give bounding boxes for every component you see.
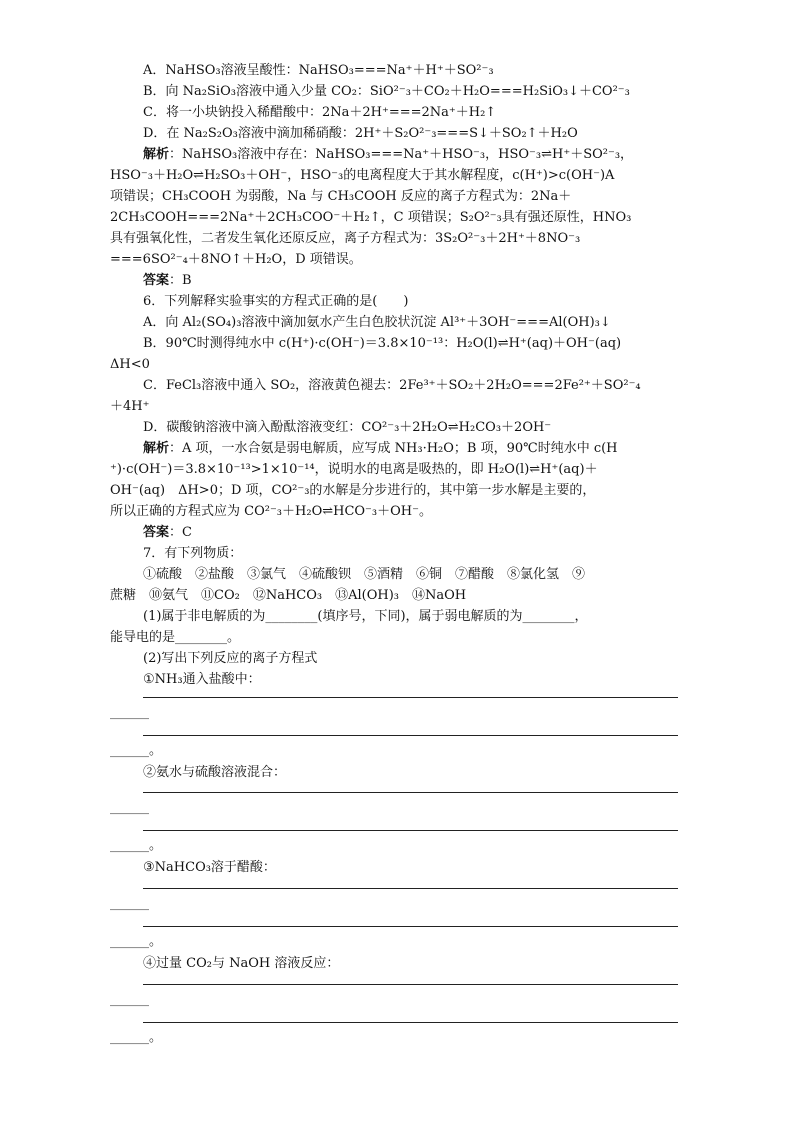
answer-line: [143, 272, 192, 290]
answer-blank[interactable]: ______。: [110, 838, 163, 853]
analysis-label: 解析: [143, 147, 170, 162]
sub-question-1-cont: 能导电的是________。: [110, 630, 241, 645]
reaction-prompt-2: ②氨水与硫酸溶液混合：: [143, 765, 287, 780]
option-a: A．NaHSO₃溶液呈酸性：NaHSO₃===Na⁺＋H⁺＋SO²⁻₃: [143, 63, 494, 78]
analysis-line: 2CH₃COOH===2Na⁺＋2CH₃COO⁻＋H₂↑，C 项错误；S₂O²⁻₃具有强还原性，HNO₃: [110, 210, 632, 225]
answer-value: ：C: [169, 525, 192, 540]
answer-blank[interactable]: ______: [110, 992, 149, 1007]
sub-question-2: (2)写出下列反应的离子方程式: [143, 651, 318, 666]
answer-label: 答案: [143, 525, 170, 540]
answer-blank[interactable]: ______。: [110, 934, 163, 949]
answer-line-rule[interactable]: [143, 830, 678, 831]
analysis-line: [143, 440, 618, 458]
analysis-line: 所以正确的方程式应为 CO²⁻₃＋H₂O⇌HCO⁻₃＋OH⁻。: [110, 504, 432, 519]
analysis-line: ⁺)·c(OH⁻)＝3.8×10⁻¹³>1×10⁻¹⁴，说明水的电离是吸热的，即 H₂O(l)⇌H⁺(aq)＋: [110, 462, 598, 477]
answer-line-rule[interactable]: [143, 926, 678, 927]
reaction-prompt-4: ④过量 CO₂与 NaOH 溶液反应：: [143, 956, 340, 971]
substance-list: ①硫酸 ②盐酸 ③氯气 ④硫酸钡 ⑤酒精 ⑥铜 ⑦醋酸 ⑧氯化氢 ⑨: [143, 567, 586, 582]
answer-blank[interactable]: ______。: [110, 743, 163, 758]
answer-line-rule[interactable]: [143, 984, 678, 985]
analysis-label: 解析: [143, 441, 170, 456]
analysis-line: HSO⁻₃＋H₂O⇌H₂SO₃＋OH⁻，HSO⁻₃的电离程度大于其水解程度，c(H⁺)>c(OH⁻)A: [110, 168, 615, 183]
analysis-text: ：NaHSO₃溶液中存在：NaHSO₃===Na⁺＋HSO⁻₃，HSO⁻₃⇌H⁺＋SO²⁻₃，: [169, 147, 634, 162]
question-7-stem: 7．有下列物质：: [143, 546, 243, 561]
answer-line: [143, 524, 192, 542]
option-c: C．将一小块钠投入稀醋酸中：2Na＋2H⁺===2Na⁺＋H₂↑: [143, 105, 497, 120]
option-d: D．碳酸钠溶液中滴入酚酞溶液变红：CO²⁻₃＋2H₂O⇌H₂CO₃＋2OH⁻: [143, 420, 552, 435]
answer-line-rule[interactable]: [143, 697, 678, 698]
analysis-line: 项错误；CH₃COOH 为弱酸，Na 与 CH₃COOH 反应的离子方程式为：2Na＋: [110, 189, 572, 204]
answer-blank[interactable]: ______: [110, 896, 149, 911]
analysis-line: ===6SO²⁻₄＋8NO↑＋H₂O，D 项错误。: [110, 252, 362, 267]
option-b: B．向 Na₂SiO₃溶液中通入少量 CO₂：SiO²⁻₃＋CO₂＋H₂O===H₂SiO₃↓＋CO²⁻₃: [143, 84, 630, 99]
analysis-line: OH⁻(aq) ΔH>0；D 项，CO²⁻₃的水解是分步进行的，其中第一步水解是主要的，: [110, 483, 596, 498]
answer-blank[interactable]: ______: [110, 705, 149, 720]
option-a: A．向 Al₂(SO₄)₃溶液中滴加氨水产生白色胶状沉淀 Al³⁺＋3OH⁻===Al(OH)₃↓: [143, 315, 611, 330]
reaction-prompt-3: ③NaHCO₃溶于醋酸：: [143, 860, 276, 875]
answer-blank[interactable]: ______: [110, 800, 149, 815]
sub-question-1: (1)属于非电解质的为________(填序号，下同)，属于弱电解质的为________，: [143, 609, 588, 624]
substance-list: 蔗糖 ⑩氨气 ⑪CO₂ ⑫NaHCO₃ ⑬Al(OH)₃ ⑭NaOH: [110, 588, 467, 603]
reaction-prompt-1: ①NH₃通入盐酸中：: [143, 672, 261, 687]
option-b-cont: ΔH<0: [110, 357, 150, 372]
answer-line-rule[interactable]: [143, 888, 678, 889]
answer-blank[interactable]: ______。: [110, 1030, 163, 1045]
answer-line-rule[interactable]: [143, 735, 678, 736]
option-c-cont: ＋4H⁺: [110, 399, 150, 414]
answer-line-rule[interactable]: [143, 1022, 678, 1023]
option-d: D．在 Na₂S₂O₃溶液中滴加稀硝酸：2H⁺＋S₂O²⁻₃===S↓＋SO₂↑＋H₂O: [143, 126, 578, 141]
option-c: C．FeCl₃溶液中通入 SO₂，溶液黄色褪去：2Fe³⁺＋SO₂＋2H₂O===2Fe²⁺＋SO²⁻₄: [143, 378, 641, 393]
option-b: B．90℃时测得纯水中 c(H⁺)·c(OH⁻)＝3.8×10⁻¹³：H₂O(l)⇌H⁺(aq)＋OH⁻(aq): [143, 336, 622, 351]
answer-label: 答案: [143, 273, 170, 288]
question-6-stem: 6．下列解释实验事实的方程式正确的是( ): [143, 294, 409, 309]
analysis-line: [143, 146, 633, 164]
answer-line-rule[interactable]: [143, 792, 678, 793]
analysis-text: ：A 项，一水合氨是弱电解质，应写成 NH₃·H₂O；B 项，90℃时纯水中 c(H: [169, 441, 618, 456]
analysis-line: 具有强氧化性，二者发生氧化还原反应，离子方程式为：3S₂O²⁻₃＋2H⁺＋8NO⁻₃: [110, 231, 581, 246]
answer-value: ：B: [169, 273, 192, 288]
